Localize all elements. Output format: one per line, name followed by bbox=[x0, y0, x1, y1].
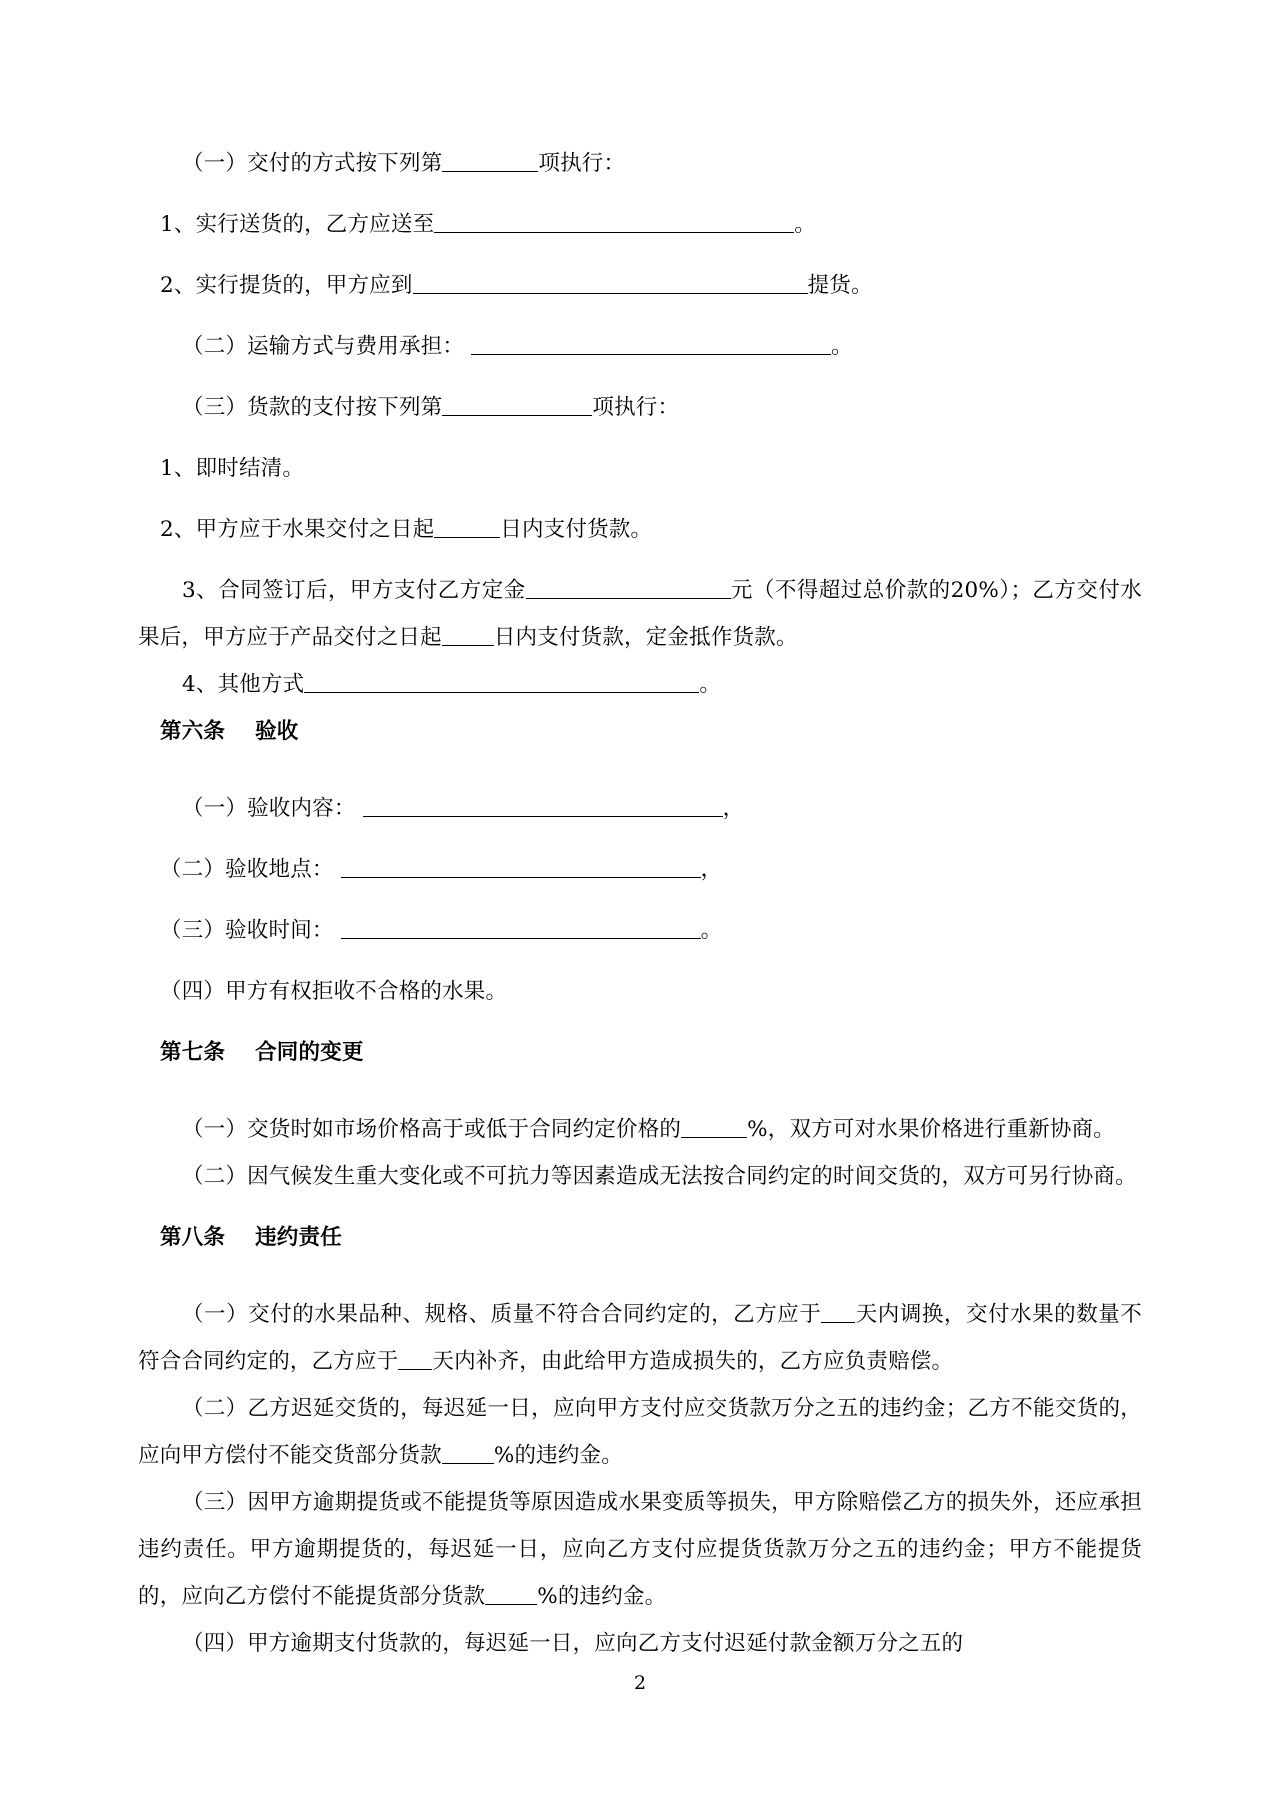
heading-article-6 bbox=[138, 708, 1142, 755]
paragraph-delivery-ship bbox=[138, 201, 1142, 248]
breach-quality-part1: （一）交付的水果品种、规格、质量不符合合同约定的，乙方应于 bbox=[182, 1302, 822, 1327]
payment-deposit-days-blank[interactable] bbox=[442, 622, 494, 646]
paragraph-transport-cost bbox=[138, 323, 1142, 370]
article-8-title: 违约责任 bbox=[255, 1225, 342, 1250]
payment-days-blank[interactable] bbox=[434, 514, 500, 538]
inspection-time-tail: 。 bbox=[700, 918, 723, 943]
breach-buyer-pickup-part1: （三）因甲方逾期提货或不能提货等原因造成水果变质等损失，甲方除赔偿乙方的损失外，还应承担违约责任。甲方逾期提货的，每迟延一日，应向乙方支付应提货货款万分之五的违约金；甲方不能提货的，应向乙方偿付不能提货部分货款 bbox=[138, 1490, 1142, 1609]
payment-deposit-mid: 元（不得超过总价款的20%）；乙方交付水果后，甲方应于产品交付之日起 bbox=[138, 578, 1142, 650]
payment-other-tail: 。 bbox=[699, 672, 722, 697]
delivery-pickup-blank[interactable] bbox=[413, 270, 808, 294]
inspection-content-label: （一）验收内容： bbox=[182, 796, 356, 821]
delivery-ship-label: 1、实行送货的，乙方应送至 bbox=[160, 212, 435, 237]
heading-article-8 bbox=[138, 1214, 1142, 1261]
inspection-content-tail: ， bbox=[722, 796, 745, 821]
delivery-pickup-tail: 提货。 bbox=[807, 273, 873, 298]
delivery-method-blank[interactable] bbox=[442, 148, 538, 172]
change-price-tail: %，双方可对水果价格进行重新协商。 bbox=[747, 1117, 1115, 1142]
breach-seller-delay-part2: %的违约金。 bbox=[493, 1443, 623, 1468]
payment-deposit-label: 3、合同签订后，甲方支付乙方定金 bbox=[182, 578, 526, 603]
breach-seller-delay-part1: （二）乙方迟延交货的，每迟延一日，应向甲方支付应交货款万分之五的违约金；乙方不能交货的，应向甲方偿付不能交货部分货款 bbox=[138, 1396, 1142, 1468]
paragraph-breach-buyer-pickup bbox=[138, 1479, 1142, 1620]
article-8-number: 第八条 bbox=[160, 1225, 226, 1250]
breach-quality-part3: 天内补齐，由此给甲方造成损失的，乙方应负责赔偿。 bbox=[432, 1349, 954, 1374]
breach-quality-blank-2[interactable] bbox=[398, 1346, 432, 1370]
inspection-time-label: （三）验收时间： bbox=[160, 918, 334, 943]
paragraph-delivery-pickup bbox=[138, 262, 1142, 309]
article-6-number: 第六条 bbox=[160, 719, 226, 744]
breach-quality-part2: 天内调换，交付水果的数量不符合合同约定的，乙方应于 bbox=[138, 1302, 1142, 1374]
payment-deposit-tail: 日内支付货款，定金抵作货款。 bbox=[493, 625, 798, 650]
inspection-content-blank[interactable] bbox=[363, 793, 723, 817]
delivery-ship-tail: 。 bbox=[794, 212, 816, 237]
paragraph-payment-method bbox=[138, 384, 1142, 431]
delivery-method-tail: 项执行： bbox=[538, 151, 626, 176]
document-body bbox=[138, 140, 1142, 1667]
heading-article-7 bbox=[138, 1029, 1142, 1076]
payment-days-tail: 日内支付货款。 bbox=[500, 517, 653, 542]
breach-quality-blank-1[interactable] bbox=[821, 1299, 855, 1323]
inspection-time-blank[interactable] bbox=[341, 915, 701, 939]
paragraph-payment-days bbox=[138, 506, 1142, 553]
delivery-method-label: （一）交付的方式按下列第 bbox=[182, 151, 443, 176]
paragraph-payment-immediate: 1、即时结清。 bbox=[160, 456, 305, 481]
article-6-title: 验收 bbox=[255, 719, 299, 744]
paragraph-change-price bbox=[138, 1106, 1142, 1153]
inspection-place-blank[interactable] bbox=[341, 854, 701, 878]
paragraph-inspection-reject: （四）甲方有权拒收不合格的水果。 bbox=[160, 979, 508, 1004]
payment-deposit-blank[interactable] bbox=[526, 575, 731, 599]
transport-cost-label: （二）运输方式与费用承担： bbox=[182, 334, 465, 359]
paragraph-change-force-majeure: （二）因气候发生重大变化或不可抗力等因素造成无法按合同约定的时间交货的，双方可另行协商。 bbox=[182, 1164, 1137, 1189]
transport-cost-blank[interactable] bbox=[471, 331, 831, 355]
paragraph-payment-other bbox=[138, 661, 1142, 708]
paragraph-inspection-time bbox=[138, 907, 1142, 954]
delivery-ship-blank[interactable] bbox=[434, 209, 794, 233]
payment-other-blank[interactable] bbox=[304, 669, 699, 693]
paragraph-payment-deposit bbox=[138, 567, 1142, 661]
paragraph-inspection-place bbox=[138, 846, 1142, 893]
delivery-pickup-label: 2、实行提货的，甲方应到 bbox=[160, 273, 413, 298]
inspection-place-tail: ， bbox=[700, 857, 723, 882]
breach-buyer-pickup-blank[interactable] bbox=[485, 1581, 537, 1605]
paragraph-delivery-method bbox=[138, 140, 1142, 187]
payment-method-tail: 项执行： bbox=[592, 395, 680, 420]
breach-buyer-pickup-part2: %的违约金。 bbox=[537, 1584, 667, 1609]
paragraph-breach-buyer-payment: （四）甲方逾期支付货款的，每迟延一日，应向乙方支付迟延付款金额万分之五的 bbox=[182, 1631, 964, 1656]
payment-method-label: （三）货款的支付按下列第 bbox=[182, 395, 443, 420]
paragraph-breach-quality bbox=[138, 1291, 1142, 1385]
payment-other-label: 4、其他方式 bbox=[182, 672, 305, 697]
payment-days-label: 2、甲方应于水果交付之日起 bbox=[160, 517, 435, 542]
breach-seller-delay-blank[interactable] bbox=[442, 1440, 494, 1464]
transport-cost-tail: 。 bbox=[831, 334, 853, 359]
article-7-number: 第七条 bbox=[160, 1040, 226, 1065]
change-price-blank[interactable] bbox=[681, 1114, 747, 1138]
payment-method-blank[interactable] bbox=[442, 392, 592, 416]
inspection-place-label: （二）验收地点： bbox=[160, 857, 334, 882]
page-number: 2 bbox=[633, 1672, 647, 1694]
paragraph-breach-seller-delay bbox=[138, 1385, 1142, 1479]
article-7-title: 合同的变更 bbox=[255, 1040, 364, 1065]
paragraph-inspection-content bbox=[138, 785, 1142, 832]
change-price-label: （一）交货时如市场价格高于或低于合同约定价格的 bbox=[182, 1117, 682, 1142]
